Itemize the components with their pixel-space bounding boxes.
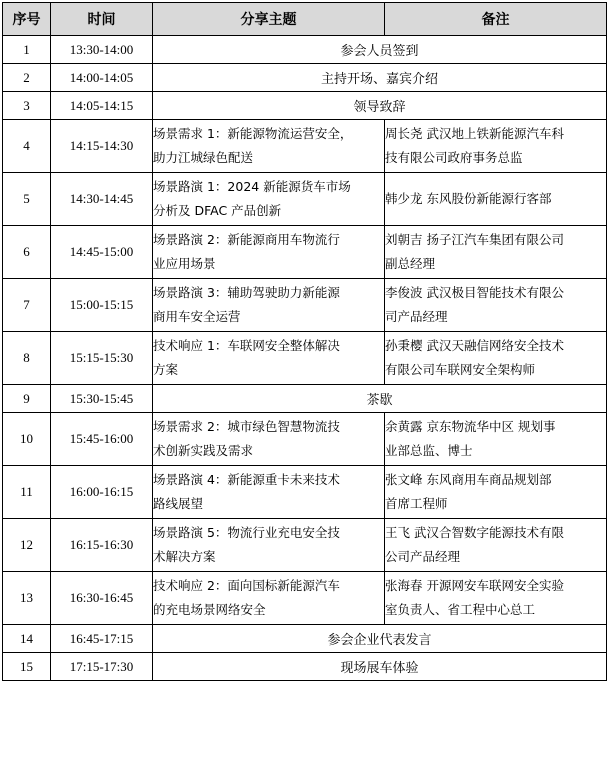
row-note-cell [385,173,607,226]
row-number: 1 [3,36,51,64]
header-note: 备注 [385,3,607,36]
row-number: 13 [3,572,51,625]
row-time: 17:15-17:30 [51,653,153,681]
row-topic-cell [153,332,385,385]
row-agenda-item: 领导致辞 [153,92,607,120]
row-note: 张海春 开源网安车联网安全实验 室负责人、省工程中心总工 [385,578,564,617]
row-number: 12 [3,519,51,572]
row-number: 3 [3,92,51,120]
row-note: 孙秉樱 武汉天融信网络安全技术 有限公司车联网安全架构师 [385,338,564,377]
row-topic-cell [153,226,385,279]
agenda-body [3,36,607,681]
row-number: 15 [3,653,51,681]
row-note: 刘朝吉 扬子江汽车集团有限公司 副总经理 [385,232,564,271]
row-time: 16:15-16:30 [51,519,153,572]
header-topic: 分享主题 [153,3,385,36]
row-time: 14:45-15:00 [51,226,153,279]
row-note-cell [385,519,607,572]
row-time: 16:30-16:45 [51,572,153,625]
table-row [3,279,607,332]
row-time: 13:30-14:00 [51,36,153,64]
row-topic-cell [153,120,385,173]
row-topic-cell [153,572,385,625]
row-agenda-item: 茶歇 [153,385,607,413]
row-note: 余黄露 京东物流华中区 规划事 业部总监、博士 [385,419,556,458]
row-topic-cell [153,466,385,519]
row-note: 韩少龙 东风股份新能源行客部 [385,191,552,206]
row-time: 14:05-14:15 [51,92,153,120]
row-agenda-item: 参会企业代表发言 [153,625,607,653]
header-time: 时间 [51,3,153,36]
row-time: 14:15-14:30 [51,120,153,173]
table-row [3,92,607,120]
row-topic-cell [153,519,385,572]
row-note-cell [385,466,607,519]
table-row [3,64,607,92]
row-topic: 场景需求 1：新能源物流运营安全， 助力江城绿色配送 [153,126,353,165]
table-row [3,466,607,519]
row-number: 11 [3,466,51,519]
header-num: 序号 [3,3,51,36]
agenda-table [2,2,607,681]
row-agenda-item: 现场展车体验 [153,653,607,681]
row-time: 15:30-15:45 [51,385,153,413]
row-topic: 技术响应 1：车联网安全整体解决 方案 [153,338,340,377]
row-topic: 场景路演 4：新能源重卡未来技术 路线展望 [153,472,340,511]
row-number: 7 [3,279,51,332]
row-note-cell [385,279,607,332]
row-note: 张文峰 东风商用车商品规划部 首席工程师 [385,472,552,511]
row-topic-cell [153,279,385,332]
row-time: 14:00-14:05 [51,64,153,92]
row-number: 9 [3,385,51,413]
table-row [3,625,607,653]
row-topic: 场景路演 5：物流行业充电安全技 术解决方案 [153,525,340,564]
row-note: 王飞 武汉合智数字能源技术有限 公司产品经理 [385,525,564,564]
row-topic: 技术响应 2：面向国标新能源汽车 的充电场景网络安全 [153,578,340,617]
row-time: 15:00-15:15 [51,279,153,332]
table-row [3,519,607,572]
row-note-cell [385,332,607,385]
row-note-cell [385,413,607,466]
row-topic: 场景路演 3：辅助驾驶助力新能源 商用车安全运营 [153,285,340,324]
row-time: 14:30-14:45 [51,173,153,226]
table-row [3,653,607,681]
row-agenda-item: 参会人员签到 [153,36,607,64]
table-row [3,36,607,64]
table-row [3,413,607,466]
row-agenda-item: 主持开场、嘉宾介绍 [153,64,607,92]
row-topic: 场景路演 2：新能源商用车物流行 业应用场景 [153,232,340,271]
row-topic-cell [153,413,385,466]
table-row [3,226,607,279]
table-row [3,572,607,625]
row-topic: 场景路演 1：2024 新能源货车市场 分析及 DFAC 产品创新 [153,179,351,218]
row-time: 16:00-16:15 [51,466,153,519]
header-row [3,3,607,36]
row-note-cell [385,226,607,279]
row-topic-cell [153,173,385,226]
row-number: 8 [3,332,51,385]
row-note-cell [385,120,607,173]
row-note: 周长尧 武汉地上铁新能源汽车科 技有限公司政府事务总监 [385,126,564,165]
table-row [3,385,607,413]
table-row [3,332,607,385]
row-number: 6 [3,226,51,279]
row-number: 5 [3,173,51,226]
row-note: 李俊波 武汉极目智能技术有限公 司产品经理 [385,285,564,324]
table-row [3,120,607,173]
row-number: 10 [3,413,51,466]
row-topic: 场景需求 2：城市绿色智慧物流技 术创新实践及需求 [153,419,340,458]
row-number: 14 [3,625,51,653]
row-number: 2 [3,64,51,92]
row-number: 4 [3,120,51,173]
row-time: 15:45-16:00 [51,413,153,466]
row-time: 16:45-17:15 [51,625,153,653]
row-note-cell [385,572,607,625]
row-time: 15:15-15:30 [51,332,153,385]
table-row [3,173,607,226]
